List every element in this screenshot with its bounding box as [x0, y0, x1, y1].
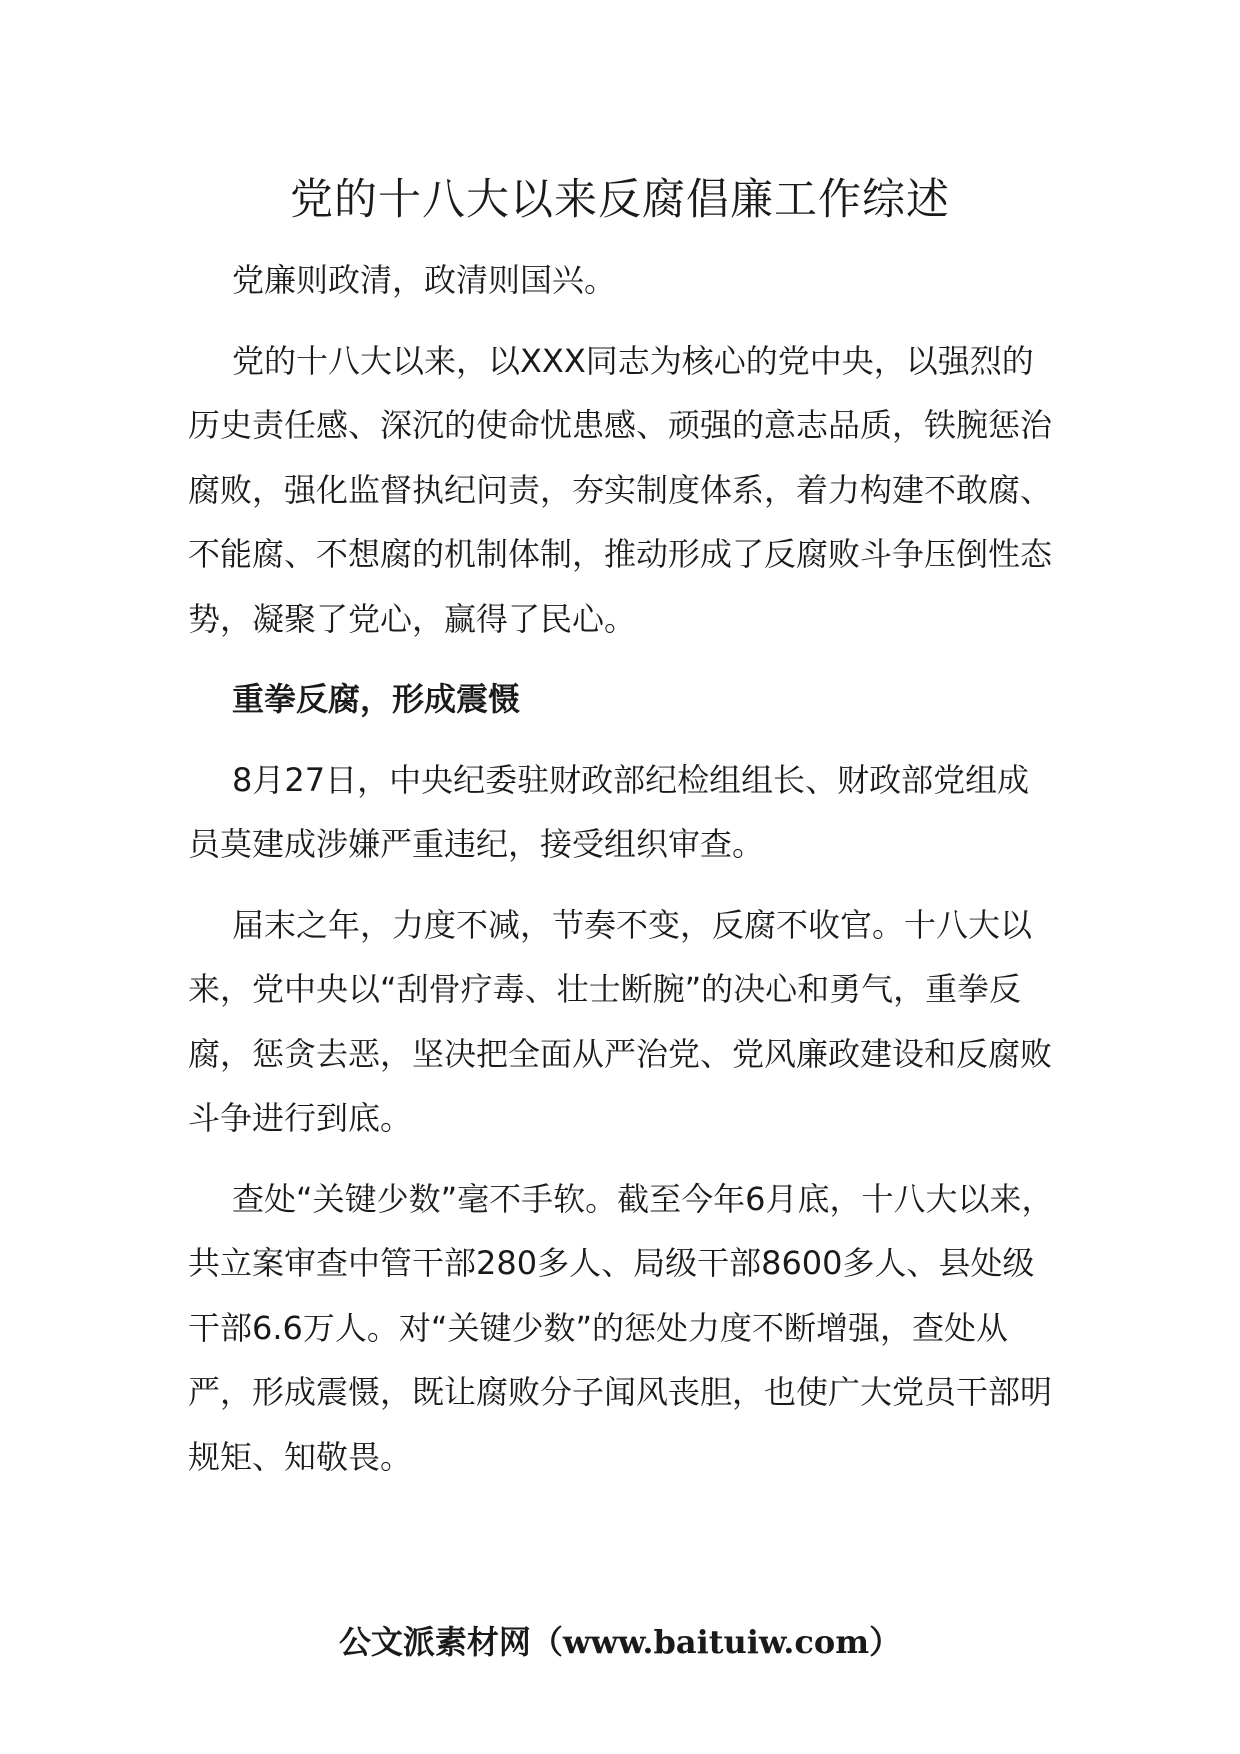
paragraph-overview: 党的十八大以来，以XXX同志为核心的党中央，以强烈的历史责任感、深沉的使命忧患感、顽强的意志品质，铁腕惩治腐败，强化监督执纪问责，夯实制度体系，着力构建不敢腐、不能腐、不想腐的机制体制，推动形成了反腐败斗争压倒性态势，凝聚了党心，赢得了民心。 [188, 341, 1053, 638]
footer-source: 公文派素材网（www.baituiw.com） [338, 1623, 902, 1661]
document-title: 党的十八大以来反腐倡廉工作综述 [290, 175, 950, 225]
paragraph-resolve: 届末之年，力度不减，节奏不变，反腐不收官。十八大以来，党中央以“刮骨疗毒、壮士断腕”的决心和勇气，重拳反腐，惩贪去恶，坚决把全面从严治党、党风廉政建设和反腐败斗争进行到底。 [188, 905, 1053, 1137]
document-body [188, 248, 1060, 1489]
paragraph-statistics: 查处“关键少数”毫不手软。截至今年6月底，十八大以来，共立案审查中管干部280多人、局级干部8600多人、县处级干部6.6万人。对“关键少数”的惩处力度不断增强，查处从严，形成震慑，既让腐败分子闻风丧胆，也使广大党员干部明规矩、知敬畏。 [188, 1179, 1054, 1476]
section-heading: 重拳反腐，形成震慑 [232, 680, 521, 718]
paragraph-intro: 党廉则政清，政清则国兴。 [232, 261, 617, 299]
paragraph-case: 8月27日，中央纪委驻财政部纪检组组长、财政部党组成员莫建成涉嫌严重违纪，接受组织审查。 [188, 760, 1030, 863]
